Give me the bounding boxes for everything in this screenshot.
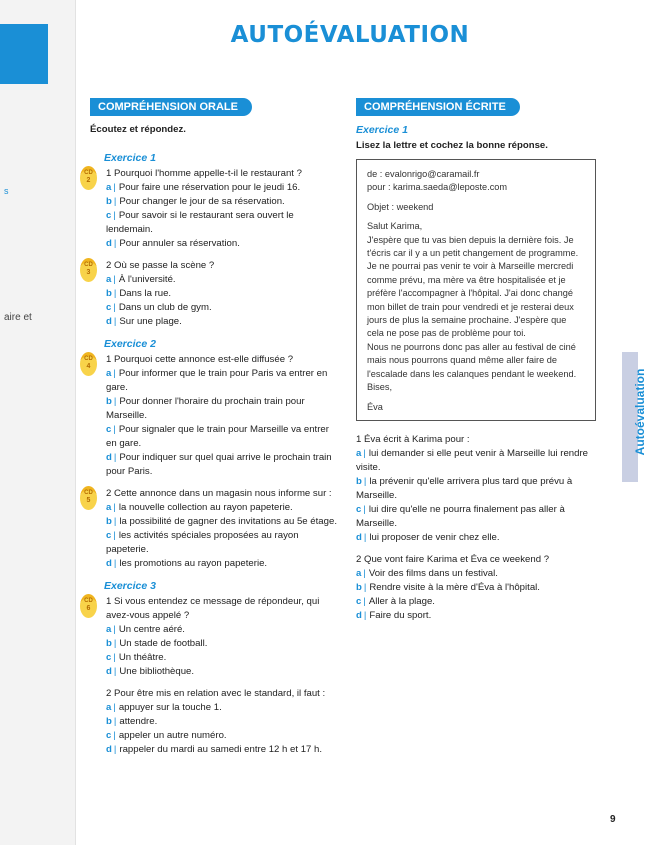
left-page-margin: [0, 0, 76, 845]
margin-fragment-text: aire et: [4, 312, 32, 323]
email-greeting: Salut Karima,: [367, 221, 423, 232]
cd-audio-icon[interactable]: CD 6: [80, 594, 97, 618]
exercise-3: [84, 579, 340, 757]
answer-option[interactable]: b | Rendre visite à la mère d'Éva à l'hôpital.: [356, 581, 540, 593]
page-title: AUTOÉVALUATION: [230, 22, 470, 48]
answer-option[interactable]: c | Dans un club de gym.: [106, 302, 212, 313]
question: [90, 687, 340, 757]
oral-section-header: COMPRÉHENSION ORALE: [90, 98, 252, 116]
answer-option[interactable]: d | Sur une plage.: [106, 316, 182, 327]
cd-audio-icon[interactable]: CD 4: [80, 352, 97, 376]
cd-audio-icon[interactable]: CD 3: [80, 258, 97, 282]
answer-option[interactable]: c | appeler un autre numéro.: [106, 730, 227, 741]
exercise-2: [84, 337, 340, 571]
answer-option[interactable]: c | Aller à la plage.: [356, 595, 435, 607]
page-number: 9: [610, 814, 616, 825]
question: [84, 595, 340, 679]
written-section-header: COMPRÉHENSION ÉCRITE: [356, 98, 520, 116]
answer-option[interactable]: d | Une bibliothèque.: [106, 666, 195, 677]
answer-option[interactable]: b | Pour changer le jour de sa réservation.: [106, 196, 285, 207]
question: [84, 353, 340, 479]
answer-option[interactable]: b | Un stade de football.: [106, 638, 208, 649]
email-to: pour : karima.saeda@leposte.com: [367, 182, 508, 193]
cd-audio-icon[interactable]: CD 5: [80, 486, 97, 510]
margin-fragment-s: s: [4, 186, 9, 196]
answer-option[interactable]: c | Pour signaler que le train pour Marseille va entrer en gare.: [106, 424, 329, 449]
answer-option[interactable]: b | la possibilité de gagner des invitations au 5e étage.: [106, 516, 337, 527]
oral-comprehension-column: [84, 98, 340, 765]
answer-option[interactable]: c | lui dire qu'elle ne pourra finalement pas aller à Marseille.: [356, 503, 565, 529]
exercise-title: Exercice 3: [104, 580, 156, 592]
cd-audio-icon[interactable]: CD 2: [80, 166, 97, 190]
answer-option[interactable]: b | Dans la rue.: [106, 288, 172, 299]
answer-option[interactable]: a | appuyer sur la touche 1.: [106, 702, 222, 713]
email-from: de : evalonrigo@caramail.fr: [367, 169, 480, 179]
email-letter: [356, 159, 596, 421]
question-text: 2 Pour être mis en relation avec le standard, il faut :: [106, 688, 326, 699]
oral-instruction: Écoutez et répondez.: [90, 124, 186, 135]
email-signature: Éva: [367, 401, 383, 412]
answer-option[interactable]: c | Pour savoir si le restaurant sera ouvert le lendemain.: [106, 210, 294, 235]
answer-option[interactable]: b | attendre.: [106, 716, 158, 727]
answer-option[interactable]: a | Pour informer que le train pour Paris va entrer en gare.: [106, 368, 328, 393]
question: [84, 167, 340, 251]
question-text: 2 Où se passe la scène ?: [106, 260, 215, 271]
question: [356, 433, 596, 545]
question-text: 2 Cette annonce dans un magasin nous informe sur :: [106, 488, 332, 499]
answer-option[interactable]: a | Voir des films dans un festival.: [356, 567, 498, 579]
question: [84, 259, 340, 329]
answer-option[interactable]: a | la nouvelle collection au rayon papeterie.: [106, 502, 293, 513]
email-closing: Bises,: [367, 382, 393, 393]
answer-option[interactable]: a | À l'université.: [106, 274, 176, 285]
question: [84, 487, 340, 571]
answer-option[interactable]: c | Un théâtre.: [106, 652, 167, 663]
question-text: 1 Pourquoi l'homme appelle-t-il le restaurant ?: [106, 168, 302, 179]
question-text: 2 Que vont faire Karima et Éva ce weekend ?: [356, 553, 550, 565]
question-text: 1 Pourquoi cette annonce est-elle diffusée ?: [106, 354, 294, 365]
question: [356, 553, 596, 623]
email-paragraph: Nous ne pourrons donc pas aller au festival de ciné mais nous pourrons quand même aller faire de l'escalade dans les calanques pendant le weekend.: [367, 341, 577, 379]
question-text: 1 Éva écrit à Karima pour :: [356, 433, 470, 445]
email-subject: Objet : weekend: [367, 201, 434, 212]
answer-option[interactable]: a | Pour faire une réservation pour le jeudi 16.: [106, 182, 301, 193]
exercise-title: Exercice 1: [104, 152, 156, 164]
margin-color-tab: [0, 24, 48, 84]
written-instruction: Lisez la lettre et cochez la bonne réponse.: [356, 140, 548, 151]
side-chapter-label: Autoévaluation: [633, 368, 647, 456]
answer-option[interactable]: d | Pour annuler sa réservation.: [106, 238, 240, 249]
exercise-title: Exercice 1: [356, 124, 408, 136]
answer-option[interactable]: d | rappeler du mardi au samedi entre 12 h et 17 h.: [106, 744, 323, 755]
written-comprehension-column: [356, 98, 596, 631]
answer-option[interactable]: a | Un centre aéré.: [106, 624, 185, 635]
answer-option[interactable]: d | Faire du sport.: [356, 609, 432, 621]
answer-option[interactable]: d | Pour indiquer sur quel quai arrive le prochain train pour Paris.: [106, 452, 332, 477]
email-paragraph: J'espère que tu vas bien depuis la dernière fois. Je t'écris car il y a un petit changement de programme. Je ne pourrai pas venir te voir à Marseille mercredi comme prévu, ma mère va être hospitalisée et je préfère l'accompagner à l'hôpital. J'ai donc changé mon billet de train pour vendredi et je resterai deux jours de plus la semaine prochaine. J'espère que cela ne pose pas de problème pour toi.: [367, 234, 579, 339]
answer-option[interactable]: b | Pour donner l'horaire du prochain train pour Marseille.: [106, 396, 305, 421]
answer-option[interactable]: a | lui demander si elle peut venir à Marseille lui rendre visite.: [356, 447, 589, 473]
question-text: 1 Si vous entendez ce message de répondeur, qui avez-vous appelé ?: [106, 596, 320, 621]
answer-option[interactable]: c | les activités spéciales proposées au rayon papeterie.: [106, 530, 299, 555]
exercise-title: Exercice 2: [104, 338, 156, 350]
answer-option[interactable]: b | la prévenir qu'elle arrivera plus tard que prévu à Marseille.: [356, 475, 573, 501]
answer-option[interactable]: d | les promotions au rayon papeterie.: [106, 558, 268, 569]
exercise-1: [84, 151, 340, 329]
answer-option[interactable]: d | lui proposer de venir chez elle.: [356, 531, 500, 543]
